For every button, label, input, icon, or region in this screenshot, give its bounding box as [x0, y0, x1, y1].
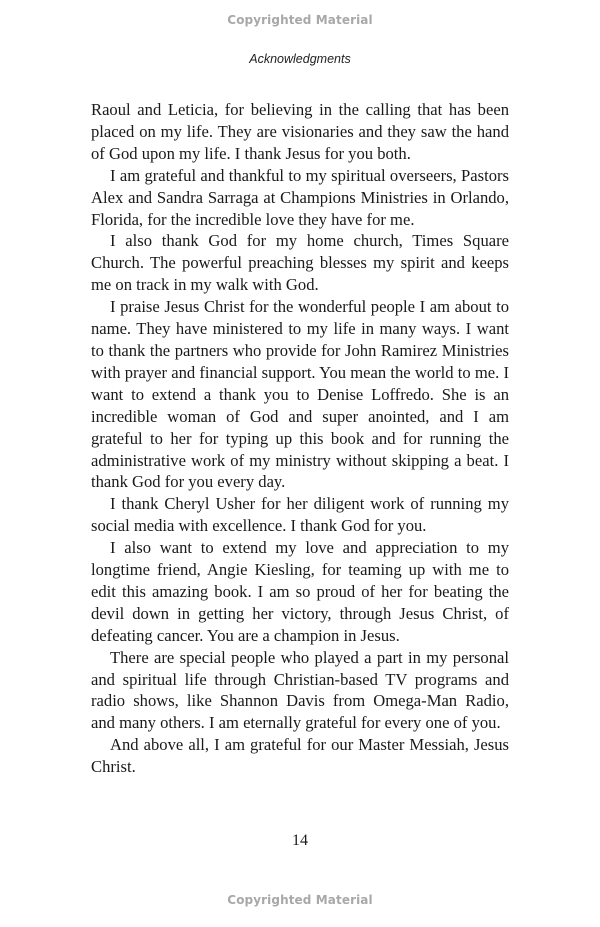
page-number: 14 — [292, 832, 308, 849]
paragraph: I also thank God for my home church, Times Square Church. The powerful preaching blesses my spirit and keeps me on track in my walk with God. — [91, 231, 509, 295]
paragraph: Raoul and Leticia, for believing in the calling that has been placed on my life. They are visionaries and they saw the hand of God upon my life. I thank Jesus for you both. — [91, 100, 509, 163]
copyright-watermark-top: Copyrighted Material — [227, 13, 373, 27]
paragraph: And above all, I am grateful for our Master Messiah, Jesus Christ. — [91, 735, 509, 777]
copyright-watermark-bottom: Copyrighted Material — [227, 893, 373, 907]
paragraph: I also want to extend my love and appreciation to my longtime friend, Angie Kiesling, for teaming up with me to edit this amazing book. I am so proud of her for beating the devil down in getting her victory, through Jesus Christ, of defeating cancer. You are a champion in Jesus. — [91, 538, 509, 645]
paragraph: I praise Jesus Christ for the wonderful people I am about to name. They have ministered to my life in many ways. I want to thank the partners who provide for John Ramirez Ministries with prayer and financial support. You mean the world to me. I want to extend a thank you to Denise Loffredo. She is an incredible woman of God and super anointed, and I am grateful to her for typing up this book and for running the administrative work of my ministry without skipping a beat. I thank God for you every day. — [91, 297, 509, 492]
paragraph: I am grateful and thankful to my spiritual overseers, Pastors Alex and Sandra Sarraga at Champions Ministries in Orlando, Florida, for the incredible love they have for me. — [91, 165, 509, 229]
body-text — [91, 99, 509, 778]
paragraph: I thank Cheryl Usher for her diligent work of running my social media with excellence. I thank God for you. — [91, 494, 509, 536]
running-head: Acknowledgments — [249, 52, 351, 66]
paragraph: There are special people who played a part in my personal and spiritual life through Christian-based TV programs and radio shows, like Shannon Davis from Omega-Man Radio, and many others. I am eternally grateful for every one of you. — [91, 647, 509, 733]
